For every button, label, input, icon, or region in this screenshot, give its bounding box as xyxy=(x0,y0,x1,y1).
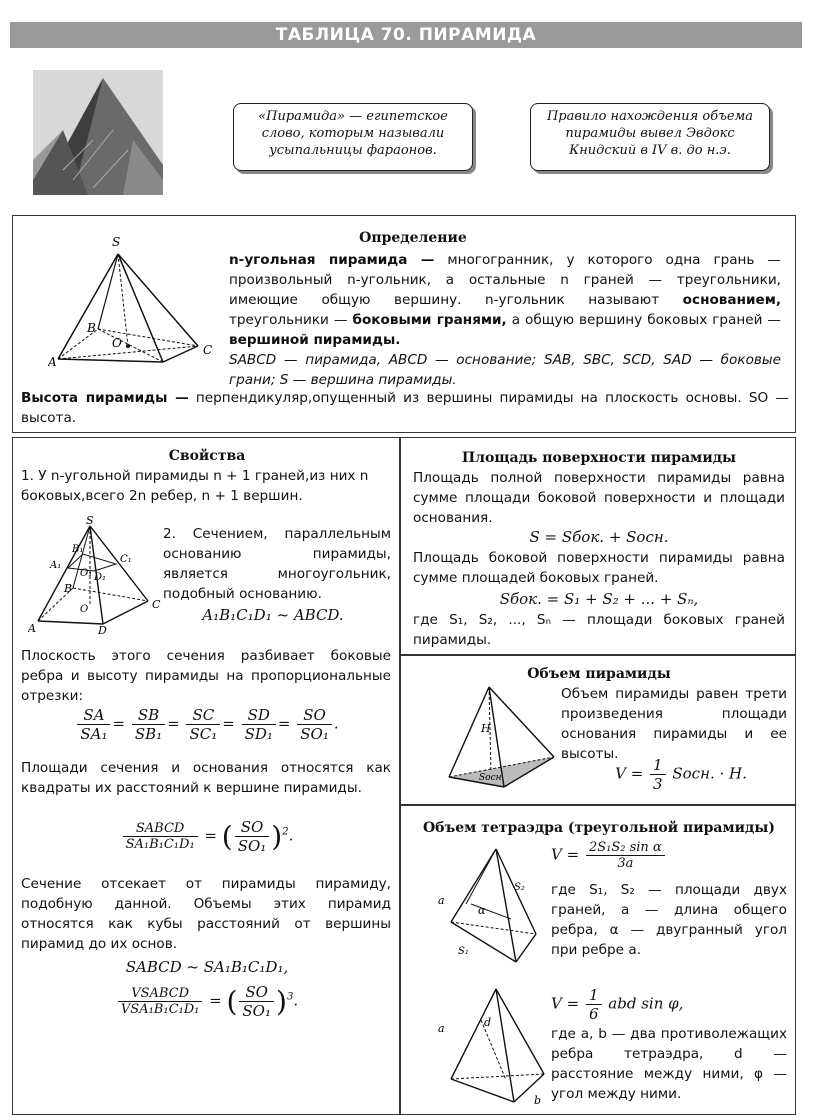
svg-text:a: a xyxy=(438,894,445,907)
area-ratio-formula: $\frac{\text{SABCD}}{\text{SA₁B₁C₁D₁}}$ = ( $\frac{SO}{\text{SO₁}}$ )$^2$. xyxy=(13,818,401,855)
tetra-text-2: где a, b — два противолежащих ребра тетраэдра, d — расстояние между ними, φ — угол между ними. xyxy=(551,1026,787,1102)
label-B: B xyxy=(87,321,96,335)
page-title: ТАБЛИЦА 70. ПИРАМИДА xyxy=(10,22,802,48)
cut-text: Сечение отсекает от пирамиды пирамиду, подобную данной. Объемы этих пирамид относятся как кубы расстояний от вершины пирамид до их основ. xyxy=(21,876,391,952)
property-1: 1. У n-угольной пирамиды n + 1 граней,из них n боковых,всего 2n ребер, n + 1 вершин. xyxy=(21,468,369,504)
svg-text:C₁: C₁ xyxy=(120,554,132,565)
height-definition: Высота пирамиды — перпендикуляр,опущенный из вершины пирамиды на плоскость основы. SO — высота. xyxy=(21,390,790,426)
label-A: A xyxy=(48,355,57,369)
volume-text: Объем пирамиды равен трети произведения площади основания пирамиды и ее высоты. xyxy=(561,686,787,762)
svg-text:O: O xyxy=(80,604,89,615)
pyramid-diagram xyxy=(48,234,218,369)
tetra-box xyxy=(400,805,796,1115)
section-diagram xyxy=(28,516,168,636)
surface-title: Площадь поверхности пирамиды xyxy=(461,450,737,466)
surface-text-1: Площадь полной поверхности пирамиды равна сумме площади боковой поверхности и площади основания. xyxy=(413,470,785,526)
svg-text:O₁: O₁ xyxy=(80,568,93,579)
properties-title: Свойства xyxy=(168,448,246,464)
similar-formula: A₁B₁C₁D₁ ~ ABCD. xyxy=(202,606,344,624)
property-2: 2. Сечением, параллельным основанию пирамиды, является многоугольник, подобный основанию. xyxy=(163,526,391,602)
tetra-formula-1: V = $\frac{\text{2S₁S₂ sin α}}{3a}$ xyxy=(551,840,751,871)
svg-text:D₁: D₁ xyxy=(94,572,107,583)
svg-text:S₂: S₂ xyxy=(514,882,525,893)
svg-text:b: b xyxy=(534,1094,542,1107)
tetra-diagram-2 xyxy=(436,984,546,1109)
svg-text:a: a xyxy=(438,1022,445,1035)
svg-text:d: d xyxy=(484,1016,492,1029)
svg-text:A: A xyxy=(28,622,36,635)
volume-ratio-formula: $\frac{\text{VSABCD}}{\text{VSA₁B₁C₁D₁}}$ = ( $\frac{SO}{\text{SO₁}}$ )$^3$. xyxy=(13,983,401,1020)
svg-text:α: α xyxy=(478,904,486,917)
surface-text-2: Площадь боковой поверхности пирамиды равна сумме площадей боковых граней. xyxy=(413,550,785,586)
similar2-formula: SABCD ~ SA₁B₁C₁D₁, xyxy=(125,958,289,976)
surface-formula-1: S = Sбок. + Sосн. xyxy=(529,528,669,546)
properties-box xyxy=(12,437,400,1115)
volume-box xyxy=(400,655,796,805)
plane-text: Плоскость этого сечения разбивает боковые ребра и высоту пирамиды на пропорциональные отрезки: xyxy=(21,648,391,704)
label-C: C xyxy=(203,343,213,357)
tetra-title: Объем тетраэдра (треугольной пирамиды) xyxy=(422,820,776,836)
svg-text:S₁: S₁ xyxy=(458,946,469,957)
tetra-formula-2: V = $\frac{1}{6}$ abd sin φ, xyxy=(551,986,684,1023)
svg-text:C: C xyxy=(152,598,161,611)
ratio-formula: $\frac{SA}{\text{SA₁}}$ = $\frac{SB}{\text{SB₁}}$ = $\frac{SC}{\text{SC₁}}$ = $\frac{SD}{\text{SD₁}}$ = $\frac{SO}{\text{SO₁}}$ . xyxy=(13,706,401,743)
tetra-diagram-1 xyxy=(436,844,546,969)
svg-text:D: D xyxy=(98,624,107,636)
svg-text:B₁: B₁ xyxy=(72,544,84,555)
etymology-note: «Пирамида» — египетское слово, которым называли усыпальницы фараонов. xyxy=(233,103,473,171)
area-text: Площади сечения и основания относятся как квадраты их расстояний к вершине пирамиды. xyxy=(21,760,391,796)
svg-text:B: B xyxy=(64,582,73,595)
pyramid-photo xyxy=(33,70,163,195)
surface-formula-2: Sбок. = S₁ + S₂ + ... + Sₙ, xyxy=(499,590,699,608)
label-S: S xyxy=(112,235,121,249)
volume-rule-note: Правило нахождения объема пирамиды вывел Эвдокс Книдский в IV в. до н.э. xyxy=(530,103,770,171)
surface-text-3: где S₁, S₂, ..., Sₙ — площади боковых граней пирамиды. xyxy=(413,612,785,648)
tetra-text-1: где S₁, S₂ — площади двух граней, a — длина общего ребра, α — двугранный угол при ребре a. xyxy=(551,882,787,958)
svg-text:S: S xyxy=(86,516,94,527)
svg-text:Sосн: Sосн xyxy=(479,773,502,783)
volume-title: Объем пирамиды xyxy=(527,666,671,682)
definition-text: n-угольная пирамида — многогранник, у которого одна грань — произвольный n-угольник, а остальные n граней — треугольники, имеющие общую вершину. n-угольник называют основанием, треугольники — боковыми гранями, а общую вершину боковых граней — вершиной пирамиды. SABCD — пирамида, ABCD — основание; SAB, SBC, SCD, SAD — боковые грани; S — вершина пирамиды. xyxy=(229,252,782,388)
volume-formula: V = $\frac{1}{3}$ Sосн. · H. xyxy=(615,756,747,793)
definition-title: Определение xyxy=(359,230,467,246)
svg-text:H: H xyxy=(481,722,491,735)
definition-box xyxy=(12,215,796,433)
svg-text:A₁: A₁ xyxy=(50,560,62,571)
label-O: O xyxy=(112,336,122,350)
surface-box xyxy=(400,437,796,655)
volume-diagram xyxy=(429,682,559,792)
